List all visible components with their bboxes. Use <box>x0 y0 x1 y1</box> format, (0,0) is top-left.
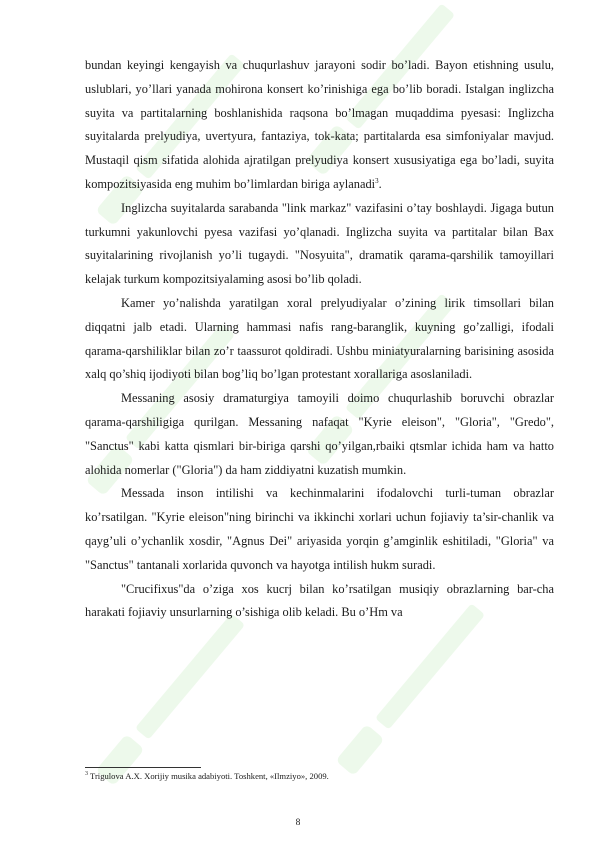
paragraph-4: Messaning asosiy dramaturgiya tamoyili doimo chuqurlashib boruvchi obrazlar qarama-qarshiligiga qurilgan. Messaning nafaqat "Kyrie eleison", "Gloria", "Gredo", "Sanctus" kabi katta qismlari bir-biriga qarshi qo’yilgan,rbaiki qtsmlar ichida ham va hatto alohida nomerlar ("Gloria") da ham ziddiyatni kuzatish mumkin. <box>85 391 554 477</box>
paragraph-text: bundan keyingi kengayish va chuqurlashuv jarayoni sodir bo’ladi. Bayon etishning usulu, uslublari, yo’llari yanada mohirona konsert ko’rinishiga ega bo’lib boradi. Istalgan inglizcha suyita va partitalarning boshlanishida raqsona bo’lmagan muqaddima pyesasi: Inglizcha suyitalarda prelyudiya, uvertyura, fantaziya, tok-kata; partitalarda esa simfoniyalar mavjud. Mustaqil qism sifatida alohida ajratilgan prelyudiya konsert xususiyatiga ega bo’ladi, suyita kompozitsiyasida eng muhim bo’limlardan biriga aylanadi <box>85 58 554 191</box>
document-body <box>85 54 554 625</box>
footnote-divider <box>85 767 201 768</box>
paragraph-1 <box>85 54 554 197</box>
page-number: 8 <box>295 818 301 828</box>
footnote-reference[interactable]: 3 <box>375 176 379 185</box>
footnote-text: Trigulova A.X. Xorijiy musika adabiyoti. Toshkent, «Ilmziyo», 2009. <box>90 771 329 781</box>
paragraph-3: Kamer yo’nalishda yaratilgan xoral prelyudiyalar o’zining lirik timsollari bilan diqqatni jalb etadi. Ularning hammasi nafis rang-baranglik, kuyning go’zalligi, ifodali qarama-qarshiliklar bilan zo’r taassurot qoldiradi. Ushbu miniatyuralarning barisining asosida xalq qo’shiq ijodiyoti bilan bog’liq bo’lgan protestant xorallariga asoslaniladi. <box>85 295 554 382</box>
paragraph-2: Inglizcha suyitalarda sarabanda "link markaz" vazifasini o’tay boshlaydi. Jigaga butun turkumni yakunlovchi pyesa vazifasi yo’qlanadi. Inglizcha suyita va partitalar bilan Bax suyitalarining rivojlanish yo’li tugaydi. "Nosyuita", dramatik qarama-qarshilik tamoyillari kelajak turkum kompozitsiyalaming asosi bo’lib qoladi. <box>85 200 554 287</box>
footnote <box>85 770 554 782</box>
paragraph-end: . <box>378 176 382 191</box>
paragraph-5: Messada inson intilishi va kechinmalarini ifodalovchi turli-tuman obrazlar ko’rsatilgan. "Kyrie eleison"ning birinchi va ikkinchi xorlari uchun fojiaviy ta’sir-chanlik va qayg’uli o’ychanlik xosdir, "Agnus Dei" ariyasida yorqin g’amginlik eshitiladi, "Gloria" va "Sanctus" tantanali xorlarida quvonch va hayotga intilish hukm suradi. <box>85 486 554 572</box>
footnote-marker: 3 <box>85 771 88 778</box>
paragraph-6: "Crucifixus"da o’ziga xos kucrj bilan ko’rsatilgan musiqiy obrazlarning bar-cha harakati fojiaviy unsurlarning o’sishiga olib keladi. Bu o’Hm va <box>85 581 554 620</box>
